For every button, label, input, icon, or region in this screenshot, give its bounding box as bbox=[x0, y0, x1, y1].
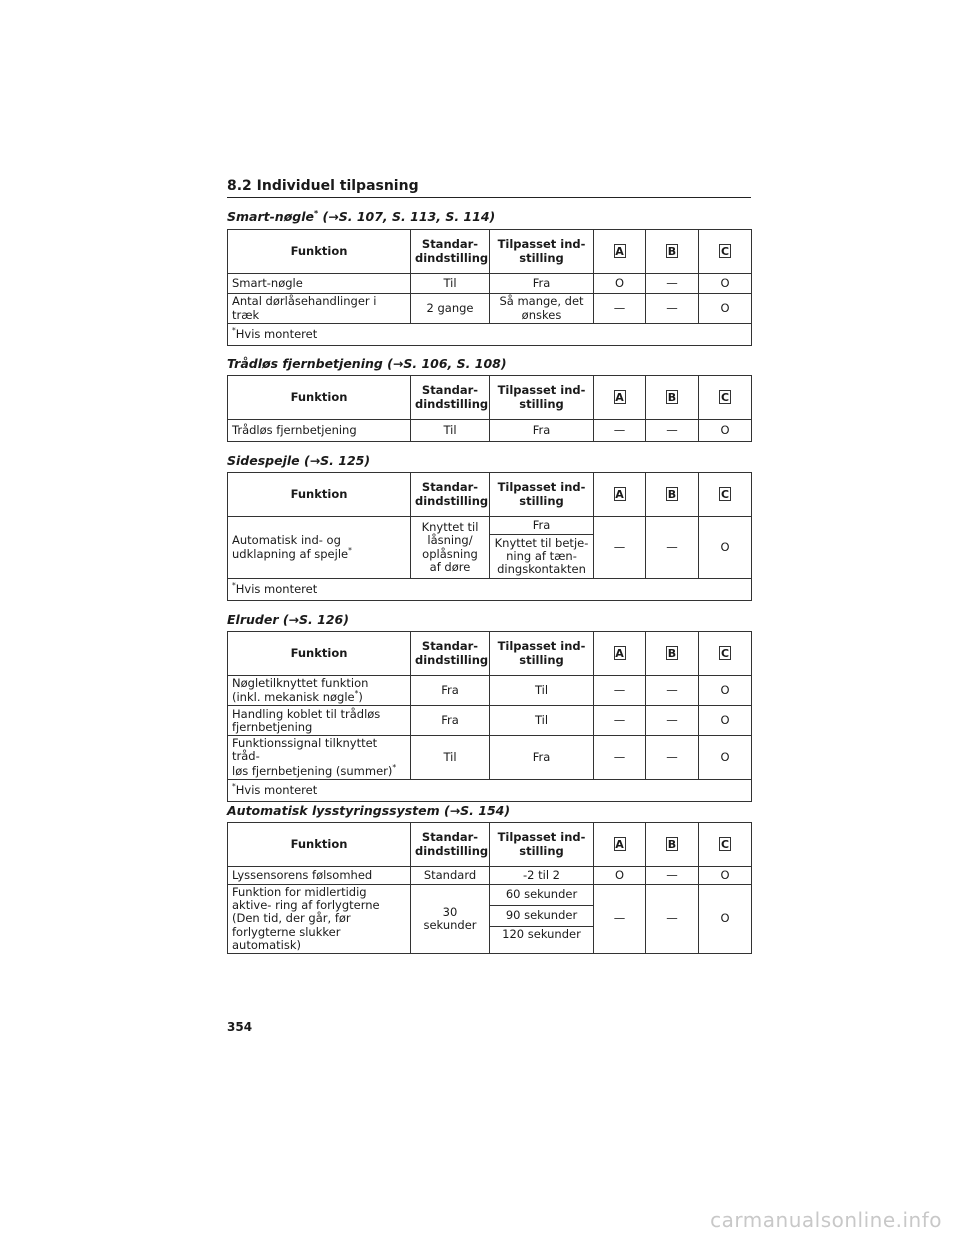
watermark: carmanualsonline.info bbox=[710, 1208, 942, 1232]
table-row: Lyssensorens følsomhed Standard -2 til 2 O — O bbox=[228, 867, 752, 885]
table-header-row: Funktion Standar- dindstilling Tilpasset ind- stilling A B C bbox=[228, 376, 752, 420]
col-custom: Tilpasset ind- stilling bbox=[490, 230, 594, 274]
col-function: Funktion bbox=[228, 230, 411, 274]
table-header-row bbox=[228, 230, 752, 274]
section-header: 8.2 Individuel tilpasning bbox=[227, 178, 751, 198]
smart-key-title: Smart-nøgle* (→S. 107, S. 113, S. 114) bbox=[227, 209, 496, 225]
table-row: Nøgletilknyttet funktion (inkl. mekanisk nøgle*) Fra Til — — O bbox=[228, 676, 752, 706]
footnote-row: *Hvis monteret bbox=[228, 579, 752, 601]
table-row: Trådløs fjernbetjening Til Fra — — O bbox=[228, 420, 752, 442]
table-row: 120 sekunder bbox=[228, 926, 752, 953]
windows-title: Elruder (→S. 126) bbox=[227, 612, 349, 627]
table-row: Antal dørlåsehandlinger i træk 2 gange Så mange, det ønskes — — O bbox=[228, 294, 752, 324]
wireless-title: Trådløs fjernbetjening (→S. 106, S. 108) bbox=[227, 356, 507, 371]
mirror-title: Sidespejle (→S. 125) bbox=[227, 453, 371, 468]
table-row: Handling koblet til trådløs fjernbetjening Fra Til — — O bbox=[228, 706, 752, 736]
lights-title: Automatisk lysstyringssystem (→S. 154) bbox=[227, 803, 511, 818]
col-c: C bbox=[699, 230, 752, 274]
table-row: Smart-nøgle Til Fra O — O bbox=[228, 274, 752, 294]
page-number: 354 bbox=[227, 1020, 253, 1034]
col-b: B bbox=[646, 230, 699, 274]
wireless-table bbox=[227, 375, 752, 442]
table-row: Knyttet til betje- ning af tæn- dingskontakten bbox=[228, 535, 752, 579]
col-default: Standar- dindstilling bbox=[411, 230, 490, 274]
footnote-row: *Hvis monteret bbox=[228, 324, 752, 346]
table-header-row: Funktion Standar- dindstilling Tilpasset ind- stilling A B C bbox=[228, 632, 752, 676]
lights-table bbox=[227, 822, 752, 954]
table-row: 90 sekunder bbox=[228, 905, 752, 926]
windows-table bbox=[227, 631, 752, 802]
table-header-row: Funktion Standar- dindstilling Tilpasset ind- stilling A B C bbox=[228, 473, 752, 517]
table-row: Funktionssignal tilknyttet tråd- løs fjernbetjening (summer)* Til Fra — — O bbox=[228, 736, 752, 779]
table-row: Funktion for midlertidig aktive- ring af forlygterne (Den tid, der går, før forlygterne slukker automatisk) 30 sekunder 60 sekunder — — O bbox=[228, 885, 752, 906]
mirror-table bbox=[227, 472, 752, 601]
footnote-row: *Hvis monteret bbox=[228, 779, 752, 801]
smart-key-table bbox=[227, 229, 752, 346]
table-row: Automatisk ind- og udklapning af spejle* Knyttet til låsning/ oplåsning af døre Fra — — O bbox=[228, 517, 752, 535]
col-a: A bbox=[594, 230, 646, 274]
table-header-row: Funktion Standar- dindstilling Tilpasset ind- stilling A B C bbox=[228, 823, 752, 867]
